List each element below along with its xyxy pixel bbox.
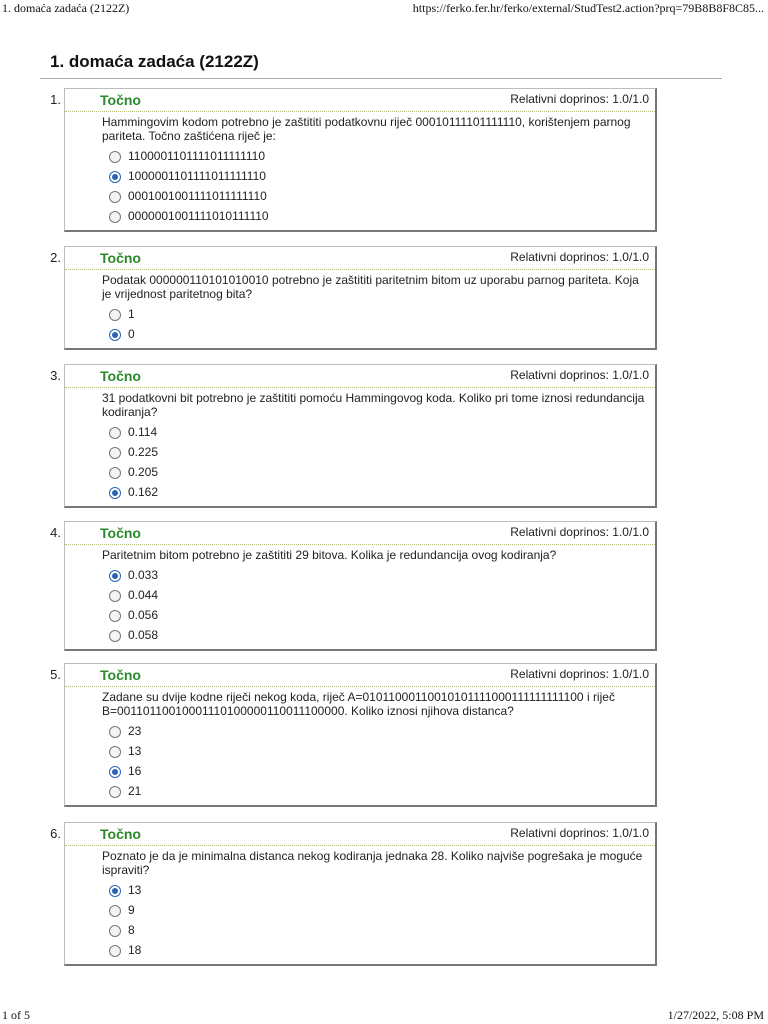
print-timestamp: 1/27/2022, 5:08 PM <box>667 1008 764 1022</box>
answer-option[interactable] <box>102 304 647 324</box>
answer-label: 1 <box>128 307 135 321</box>
answer-label: 0.225 <box>128 445 159 459</box>
radio-button[interactable] <box>109 945 121 957</box>
print-header-title: 1. domaća zadaća (2122Z) <box>2 1 130 15</box>
answer-label: 9 <box>128 903 135 917</box>
question-header <box>50 522 655 545</box>
answer-option[interactable] <box>102 625 647 645</box>
answer-option[interactable] <box>102 940 647 960</box>
question-1 <box>50 88 657 232</box>
answer-option[interactable] <box>102 324 647 344</box>
radio-button-selected[interactable] <box>109 885 121 897</box>
question-5 <box>50 663 657 807</box>
title-divider <box>40 78 722 79</box>
answer-option[interactable] <box>102 741 647 761</box>
question-status: Točno <box>100 826 141 842</box>
question-header <box>50 664 655 687</box>
question-number: 3. <box>50 368 61 383</box>
question-status: Točno <box>100 92 141 108</box>
answer-option[interactable] <box>102 761 647 781</box>
radio-button[interactable] <box>109 427 121 439</box>
answer-label: 1100001101111011111110 <box>128 149 266 163</box>
answer-option[interactable] <box>102 422 647 442</box>
question-number: 6. <box>50 826 61 841</box>
radio-button[interactable] <box>109 191 121 203</box>
question-score: Relativni doprinos: 1.0/1.0 <box>510 250 649 264</box>
question-header <box>50 89 655 112</box>
question-score: Relativni doprinos: 1.0/1.0 <box>510 368 649 382</box>
radio-button-selected[interactable] <box>109 171 121 183</box>
question-number: 1. <box>50 92 61 107</box>
answer-option[interactable] <box>102 206 647 226</box>
answer-label: 13 <box>128 883 142 897</box>
answer-option[interactable] <box>102 900 647 920</box>
question-text: Paritetnim bitom potrebno je zaštititi 29 bitova. Kolika je redundancija ovog kodiranja? <box>102 548 557 562</box>
question-score: Relativni doprinos: 1.0/1.0 <box>510 92 649 106</box>
print-header-url[interactable]: https://ferko.fer.hr/ferko/external/StudTest2.action?prq=79B8B8F8C85... <box>412 1 764 15</box>
answer-label: 18 <box>128 943 142 957</box>
radio-button-selected[interactable] <box>109 766 121 778</box>
question-text: Poznato je da je minimalna distanca nekog kodiranja jednaka 28. Koliko najviše pogrešaka je moguće ispraviti? <box>102 849 643 877</box>
answer-label: 0.056 <box>128 608 159 622</box>
radio-button[interactable] <box>109 309 121 321</box>
radio-button-selected[interactable] <box>109 570 121 582</box>
answer-label: 8 <box>128 923 135 937</box>
answer-label: 13 <box>128 744 142 758</box>
print-footer <box>0 1006 768 1024</box>
question-status: Točno <box>100 525 141 541</box>
answer-option[interactable] <box>102 146 647 166</box>
question-header <box>50 247 655 270</box>
answer-label: 0.114 <box>128 425 158 439</box>
question-score: Relativni doprinos: 1.0/1.0 <box>510 667 649 681</box>
radio-button[interactable] <box>109 925 121 937</box>
answer-label: 1000001101111011111110 <box>128 169 266 183</box>
answer-option[interactable] <box>102 721 647 741</box>
question-header <box>50 365 655 388</box>
answer-option[interactable] <box>102 462 647 482</box>
answer-label: 0 <box>128 327 135 341</box>
answer-label: 21 <box>128 784 142 798</box>
question-status: Točno <box>100 250 141 266</box>
question-status: Točno <box>100 667 141 683</box>
question-2 <box>50 246 657 350</box>
answer-option[interactable] <box>102 781 647 801</box>
answer-label: 0.058 <box>128 628 159 642</box>
answer-label: 0.205 <box>128 465 159 479</box>
radio-button[interactable] <box>109 151 121 163</box>
answer-label: 16 <box>128 764 142 778</box>
answer-option[interactable] <box>102 186 647 206</box>
question-4 <box>50 521 657 651</box>
answer-label: 0001001001111011111110 <box>128 189 267 203</box>
question-text: Podatak 000000110101010010 potrebno je zaštititi paritetnim bitom uz uporabu parnog pariteta. Koja je vrijednost paritetnog bita? <box>102 273 639 301</box>
print-header <box>0 0 768 16</box>
answer-option[interactable] <box>102 442 647 462</box>
question-header <box>50 823 655 846</box>
radio-button[interactable] <box>109 726 121 738</box>
question-score: Relativni doprinos: 1.0/1.0 <box>510 525 649 539</box>
answer-option[interactable] <box>102 585 647 605</box>
question-number: 2. <box>50 250 61 265</box>
answer-option[interactable] <box>102 565 647 585</box>
radio-button-selected[interactable] <box>109 487 121 499</box>
question-text: Zadane su dvije kodne riječi nekog koda, riječ A=01011000110010101111000111111111100 i riječ B=00110110010001110100000110011100000. Koliko iznosi njihova distanca? <box>102 690 615 718</box>
radio-button[interactable] <box>109 905 121 917</box>
radio-button[interactable] <box>109 447 121 459</box>
page-counter: 1 of 5 <box>2 1008 30 1022</box>
answer-option[interactable] <box>102 166 647 186</box>
radio-button[interactable] <box>109 630 121 642</box>
radio-button[interactable] <box>109 746 121 758</box>
radio-button-selected[interactable] <box>109 329 121 341</box>
radio-button[interactable] <box>109 786 121 798</box>
answer-label: 23 <box>128 724 142 738</box>
answer-label: 0000001001111010111110 <box>128 209 269 223</box>
question-score: Relativni doprinos: 1.0/1.0 <box>510 826 649 840</box>
answer-label: 0.044 <box>128 588 159 602</box>
question-number: 4. <box>50 525 61 540</box>
question-text: 31 podatkovni bit potrebno je zaštititi pomoću Hammingovog koda. Koliko pri tome iznosi redundancija kodiranja? <box>102 391 645 419</box>
question-text: Hammingovim kodom potrebno je zaštititi podatkovnu riječ 00010111101111110, korištenjem parnog pariteta. Točno zaštićena riječ je: <box>102 115 631 143</box>
radio-button[interactable] <box>109 467 121 479</box>
answer-option[interactable] <box>102 880 647 900</box>
answer-label: 0.033 <box>128 568 159 582</box>
answer-option[interactable] <box>102 605 647 625</box>
radio-button[interactable] <box>109 211 121 223</box>
answer-option[interactable] <box>102 920 647 940</box>
question-3 <box>50 364 657 508</box>
answer-option[interactable] <box>102 482 647 502</box>
question-status: Točno <box>100 368 141 384</box>
radio-button[interactable] <box>109 610 121 622</box>
question-number: 5. <box>50 667 61 682</box>
radio-button[interactable] <box>109 590 121 602</box>
page-title: 1. domaća zadaća (2122Z) <box>50 52 259 71</box>
answer-label: 0.162 <box>128 485 159 499</box>
question-6 <box>50 822 657 966</box>
